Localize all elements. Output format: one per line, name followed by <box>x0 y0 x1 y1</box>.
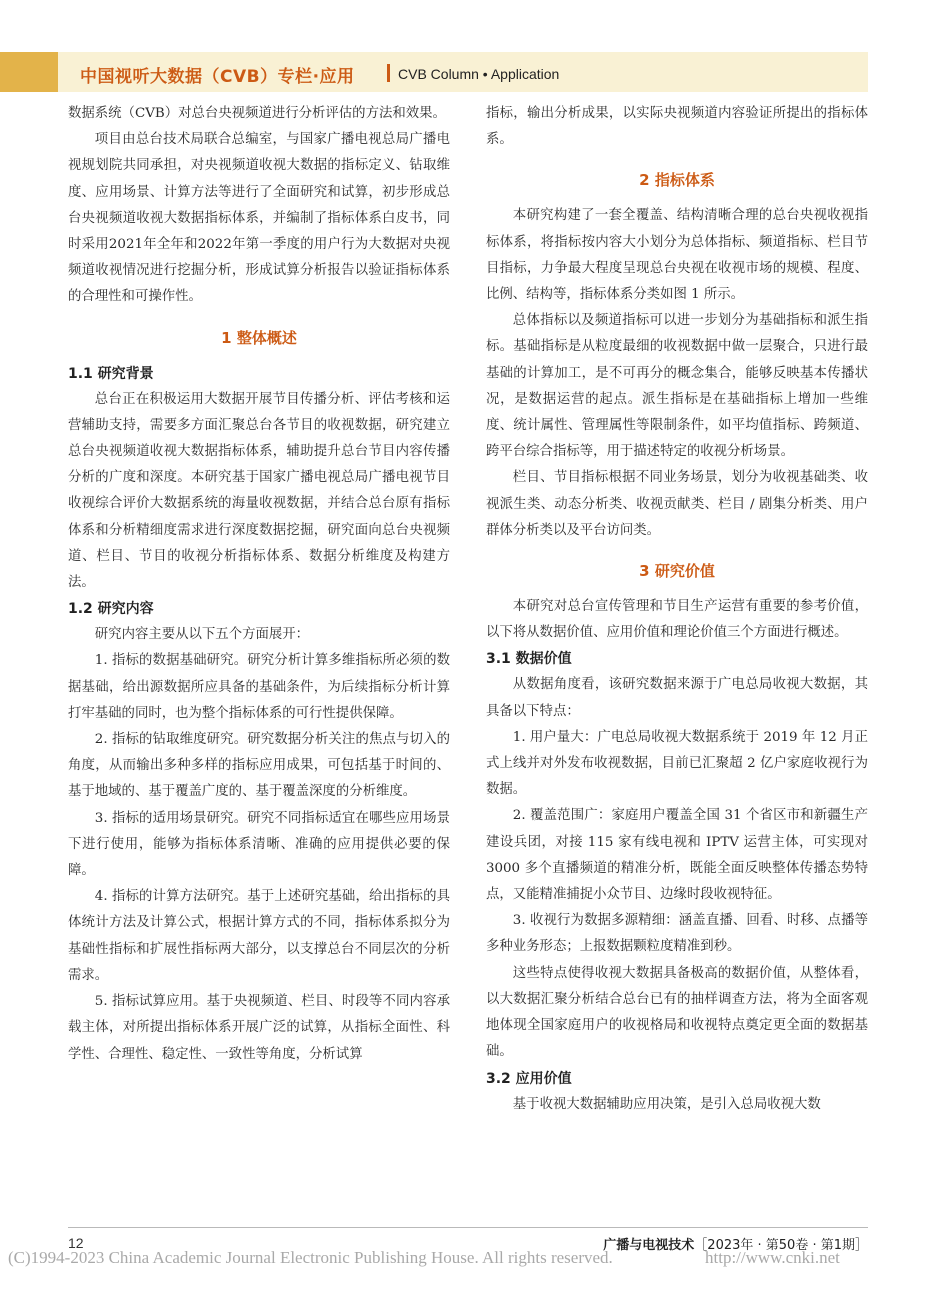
footer-rule <box>68 1227 868 1228</box>
content-item-5-continued: 指标，输出分析成果，以实际央视频道内容验证所提出的指标体系。 <box>486 106 868 148</box>
application-value-paragraph: 基于收视大数据辅助应用决策，是引入总局收视大数 <box>512 1096 821 1112</box>
section-1-1-heading: 1.1 研究背景 <box>68 365 154 382</box>
content-item-4: 4. 指标的计算方法研究。基于上述研究基础，给出指标的具体统计方法及计算公式，根据计算方式的不同，指标体系拟分为基础性指标和扩展性指标两大部分，以支撑总台不同层次的分析需求。 <box>68 889 450 983</box>
feature-item-1: 1. 用户量大：广电总局收视大数据系统于 2019 年 12 月正式上线并对外发布收视数据，目前已汇聚超 2 亿户家庭收视行为数据。 <box>486 729 868 798</box>
content-item-5: 5. 指标试算应用。基于央视频道、栏目、时段等不同内容承载主体，对所提出指标体系开展广泛的试算，从指标全面性、科学性、合理性、稳定性、一致性等角度，分析试算 <box>68 994 450 1062</box>
intro-paragraph: 项目由总台技术局联合总编室，与国家广播电视总局广播电视规划院共同承担，对央视频道收视大数据的指标定义、钻取维度、应用场景、计算方法等进行了全面研究和试算，初步形成总台央视频道收视大数据指标体系，并编制了指标体系白皮书，同时采用2021年全年和2022年第一季度的用户行为大数据对央视频道收视情况进行挖掘分析，形成试算分析报告以验证指标体系的合理性和可操作性。 <box>68 132 450 305</box>
left-column <box>68 101 450 1068</box>
section-3-heading: 3 研究价值 <box>639 562 715 581</box>
feature-item-2: 2. 覆盖范围广：家庭用户覆盖全国 31 个省区市和新疆生产建设兵团，对接 115 家有线电视和 IPTV 运营主体，可实现对 3000 多个直播频道的精准分析，既能全面反映整体传播态势特点，又能精准捕捉小众节目、边缘时段收视特征。 <box>486 808 868 903</box>
column-title: 中国视听大数据（CVB）专栏·应用 <box>80 67 355 87</box>
data-value-summary-paragraph: 这些特点使得收视大数据具备极高的数据价值，从整体看，以大数据汇聚分析结合总台已有的抽样调查方法，将为全面客观地体现全国家庭用户的收视格局和收视特点奠定更全面的数据基础。 <box>486 965 868 1060</box>
section-1-heading: 1 整体概述 <box>221 328 297 347</box>
journal-issue: ［2023年 · 第50卷 · 第1期］ <box>694 1238 868 1253</box>
feature-item-3: 3. 收视行为数据多源精细：涵盖直播、回看、时移、点播等多种业务形态；上报数据颗粒度精准到秒。 <box>486 913 868 955</box>
journal-name: 广播与电视技术 <box>603 1238 695 1253</box>
background-paragraph: 总台正在积极运用大数据开展节目传播分析、评估考核和运营辅助支持，需要多方面汇聚总台各节目的收视数据，研究建立总台央视频道收视大数据指标体系，辅助提升总台节目内容传播分析的广度和深度。本研究基于国家广播电视总局广播电视节目收视综合评价大数据系统的海量收视数据，并结合总台原有指标体系和分析精细度需求进行深度数据挖掘，研究面向总台央视频道、栏目、节目的收视分析指标体系、数据分析维度及构建方法。 <box>68 391 450 591</box>
section-1-2-heading: 1.2 研究内容 <box>68 601 154 618</box>
intro-paragraph-continued: 数据系统（CVB）对总台央视频道进行分析评估的方法和效果。 <box>68 106 446 121</box>
data-value-paragraph: 从数据角度看，该研究数据来源于广电总局收视大数据，其具备以下特点： <box>486 677 868 719</box>
column-title-english: CVB Column • Application <box>398 66 560 82</box>
content-intro-paragraph: 研究内容主要从以下五个方面展开： <box>94 627 310 643</box>
header-separator <box>387 64 390 82</box>
copyright-watermark: (C)1994-2023 China Academic Journal Electronic Publishing House. All rights reserved. <box>8 1248 613 1267</box>
section-3-2-heading: 3.2 应用价值 <box>486 1070 572 1087</box>
header-color-block <box>0 52 58 92</box>
content-item-3: 3. 指标的适用场景研究。研究不同指标适宜在哪些应用场景下进行使用，能够为指标体系清晰、准确的应用提供必要的保障。 <box>68 810 450 879</box>
section-2-heading: 2 指标体系 <box>639 171 715 190</box>
index-system-paragraph-3: 栏目、节目指标根据不同业务场景，划分为收视基础类、收视派生类、动态分析类、收视贡献类、栏目 / 剧集分析类、用户群体分析类以及平台访问类。 <box>486 470 868 538</box>
page-number: 12 <box>68 1235 84 1251</box>
cnki-link[interactable]: http://www.cnki.net <box>705 1248 840 1267</box>
index-system-paragraph-1: 本研究构建了一套全覆盖、结构清晰合理的总台央视收视指标体系，将指标按内容大小划分为总体指标、频道指标、栏目节目指标，力争最大程度呈现总台央视在收视市场的规模、程度、比例、结构等，指标体系分类如图 1 所示。 <box>486 208 868 303</box>
content-item-2: 2. 指标的钻取维度研究。研究数据分析关注的焦点与切入的角度，从而输出多种多样的指标应用成果，可包括基于时间的、基于地域的、基于覆盖广度的、基于覆盖深度的分析维度。 <box>68 732 450 800</box>
section-3-1-heading: 3.1 数据价值 <box>486 651 572 668</box>
content-item-1: 1. 指标的数据基础研究。研究分析计算多维指标所必须的数据基础，给出源数据所应具备的基础条件，为后续指标分析计算打牢基础的同时，也为整个指标体系的可行性提供保障。 <box>68 653 450 721</box>
research-value-paragraph: 本研究对总台宣传管理和节目生产运营有重要的参考价值，以下将从数据价值、应用价值和理论价值三个方面进行概述。 <box>486 599 868 641</box>
right-column <box>486 101 868 1118</box>
index-system-paragraph-2: 总体指标以及频道指标可以进一步划分为基础指标和派生指标。基础指标是从粒度最细的收视数据中做一层聚合，只进行最基础的计算加工，是不可再分的概念集合，能够反映基本传播状况，是数据运营的起点。派生指标是在基础指标上增加一些维度、统计属性、管理属性等限制条件，如平均值指标、跨频道、跨平台综合指标等，用于描述特定的收视分析场景。 <box>486 313 868 460</box>
